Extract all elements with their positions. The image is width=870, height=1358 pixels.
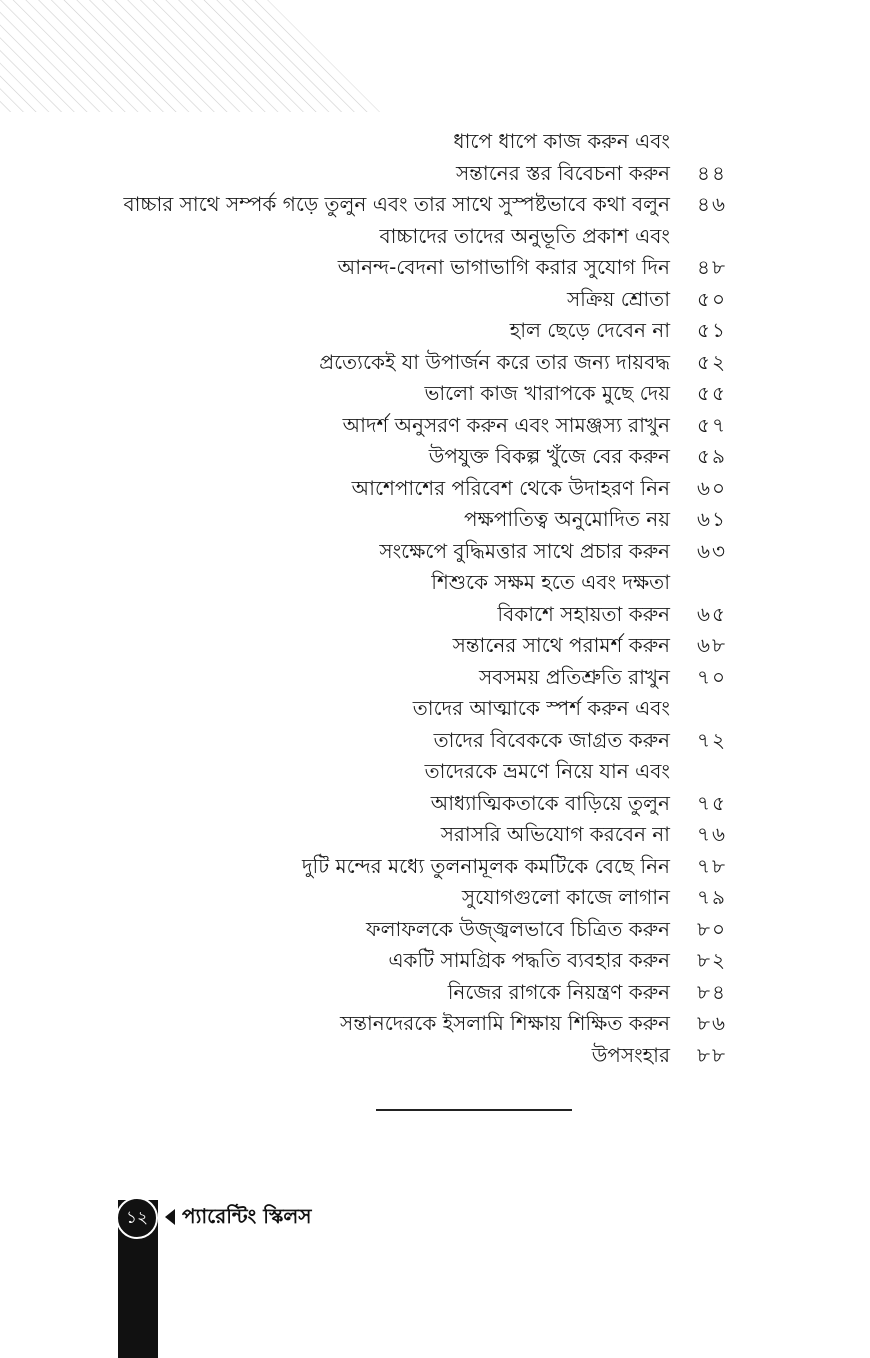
toc-entry-title: বাচ্চাদের তাদের অনুভূতি প্রকাশ এবং [379, 223, 670, 248]
toc-entry [0, 725, 870, 757]
toc-entry-title: সন্তানের সাথে পরামর্শ করুন [452, 633, 670, 657]
toc-entry-page: ৫১ [697, 318, 727, 342]
toc-entry [0, 536, 870, 568]
toc-entry [0, 756, 870, 788]
toc-entry [0, 662, 870, 694]
toc-entry [0, 630, 870, 662]
toc-entry-title: সন্তানের স্তর বিবেচনা করুন [455, 160, 670, 185]
toc-entry-title: উপসংহার [591, 1042, 670, 1067]
toc-entry-page: ৭২ [697, 727, 728, 752]
toc-entry [0, 599, 870, 631]
toc-entry-title: দুটি মন্দের মধ্যে তুলনামূলক কমটিকে বেছে নিন [301, 853, 670, 878]
end-divider [376, 1109, 572, 1111]
toc-entry-page: ৪৮ [697, 255, 727, 279]
toc-entry [0, 473, 870, 505]
toc-entry-title: সংক্ষেপে বুদ্ধিমত্তার সাথে প্রচার করুন [379, 538, 670, 563]
toc-entry-title: শিশুকে সক্ষম হতে এবং দক্ষতা [431, 570, 670, 594]
toc-entry [0, 851, 870, 883]
toc-entry [0, 504, 870, 536]
toc-entry-title: ধাপে ধাপে কাজ করুন এবং [453, 129, 670, 153]
page-number-badge: ১২ [116, 1197, 158, 1239]
toc-entry-title: সক্রিয় শ্রোতা [566, 286, 670, 311]
toc-entry [0, 315, 870, 347]
toc-entry-page: ৫৭ [697, 412, 727, 437]
toc-entry-title: তাদেরকে ভ্রমণে নিয়ে যান এবং [424, 759, 670, 783]
decorative-hatch-pattern [0, 0, 380, 112]
toc-entry-title: আদর্শ অনুসরণ করুন এবং সামঞ্জস্য রাখুন [342, 412, 670, 437]
toc-entry-page: ৫৫ [697, 381, 727, 405]
toc-entry [0, 1008, 870, 1040]
toc-entry-title: তাদের বিবেককে জাগ্রত করুন [433, 727, 670, 752]
toc-entry [0, 882, 870, 914]
toc-entry-page: ৫০ [697, 286, 727, 311]
toc-entry-page: ৭৬ [697, 822, 728, 846]
toc-entry-page: ৮২ [697, 948, 727, 972]
toc-entry-page: ৮৮ [697, 1042, 727, 1067]
toc-entry-page: ৫৯ [697, 444, 727, 468]
toc-entry [0, 945, 870, 977]
toc-entry-title: সবসময় প্রতিশ্রুতি রাখুন [478, 664, 670, 689]
toc-entry-page: ৭৯ [697, 885, 727, 909]
toc-entry-title: আশেপাশের পরিবেশ থেকে উদাহরণ নিন [351, 475, 670, 500]
toc-entry-title: সুযোগগুলো কাজে লাগান [461, 885, 670, 909]
toc-entry [0, 567, 870, 599]
toc-entry-title: হাল ছেড়ে দেবেন না [509, 318, 670, 342]
toc-entry-page: ৬৫ [697, 601, 727, 626]
toc-entry-title: আধ্যাত্মিকতাকে বাড়িয়ে তুলুন [430, 790, 670, 815]
toc-entry [0, 977, 870, 1009]
toc-entry [0, 252, 870, 284]
toc-entry-page: ৬৮ [697, 633, 727, 657]
toc-entry-page: ৬৩ [697, 538, 728, 563]
toc-entry-page: ৪৬ [697, 192, 727, 216]
toc-entry [0, 1040, 870, 1072]
toc-entry-title: একটি সামগ্রিক পদ্ধতি ব্যবহার করুন [388, 948, 670, 972]
toc-entry [0, 221, 870, 253]
toc-entry-page: ৬০ [697, 475, 728, 500]
toc-entry [0, 819, 870, 851]
toc-entry-page: ৬১ [697, 507, 727, 531]
toc-entry-title: সন্তানদেরকে ইসলামি শিক্ষায় শিক্ষিত করুন [340, 1011, 670, 1035]
running-title: প্যারেন্টিং স্কিলস [182, 1204, 312, 1228]
toc-entry-title: তাদের আত্মাকে স্পর্শ করুন এবং [412, 696, 670, 720]
toc-entry-title: ফলাফলকে উজ্জ্বলভাবে চিত্রিত করুন [366, 916, 670, 941]
toc-entry-page: ৮০ [697, 916, 727, 941]
toc-entry-title: সরাসরি অভিযোগ করবেন না [440, 822, 670, 846]
toc-entry-page: ৪৪ [697, 160, 727, 185]
toc-entry [0, 410, 870, 442]
toc-entry-page: ৭৫ [697, 790, 727, 815]
toc-entry [0, 189, 870, 221]
triangle-left-icon [165, 1209, 175, 1225]
toc-entry [0, 126, 870, 158]
toc-entry [0, 284, 870, 316]
toc-entry [0, 378, 870, 410]
toc-entry [0, 347, 870, 379]
toc-entry-title: বাচ্চার সাথে সম্পর্ক গড়ে তুলুন এবং তার সাথে সুস্পষ্টভাবে কথা বলুন [123, 192, 670, 216]
toc-entry-page: ৫২ [697, 349, 727, 374]
toc-entry [0, 693, 870, 725]
toc-entry-title: বিকাশে সহায়তা করুন [497, 601, 670, 626]
toc-entry-title: প্রত্যেকেই যা উপার্জন করে তার জন্য দায়বদ্ধ [319, 349, 670, 374]
toc-entry [0, 788, 870, 820]
toc-entry [0, 441, 870, 473]
toc-entry-page: ৭০ [697, 664, 728, 689]
toc-entry [0, 158, 870, 190]
toc-entry-page: ৭৮ [697, 853, 727, 878]
toc-entry-title: ভালো কাজ খারাপকে মুছে দেয় [424, 381, 670, 405]
toc-entry-title: নিজের রাগকে নিয়ন্ত্রণ করুন [447, 979, 670, 1004]
toc-entry-title: পক্ষপাতিত্ব অনুমোদিত নয় [464, 507, 670, 531]
toc-entry-title: উপযুক্ত বিকল্প খুঁজে বের করুন [428, 444, 670, 468]
table-of-contents [0, 126, 870, 1071]
toc-entry [0, 914, 870, 946]
toc-entry-title: আনন্দ-বেদনা ভাগাভাগি করার সুযোগ দিন [337, 255, 670, 279]
toc-entry-page: ৮৪ [697, 979, 727, 1004]
toc-entry-page: ৮৬ [697, 1011, 727, 1035]
